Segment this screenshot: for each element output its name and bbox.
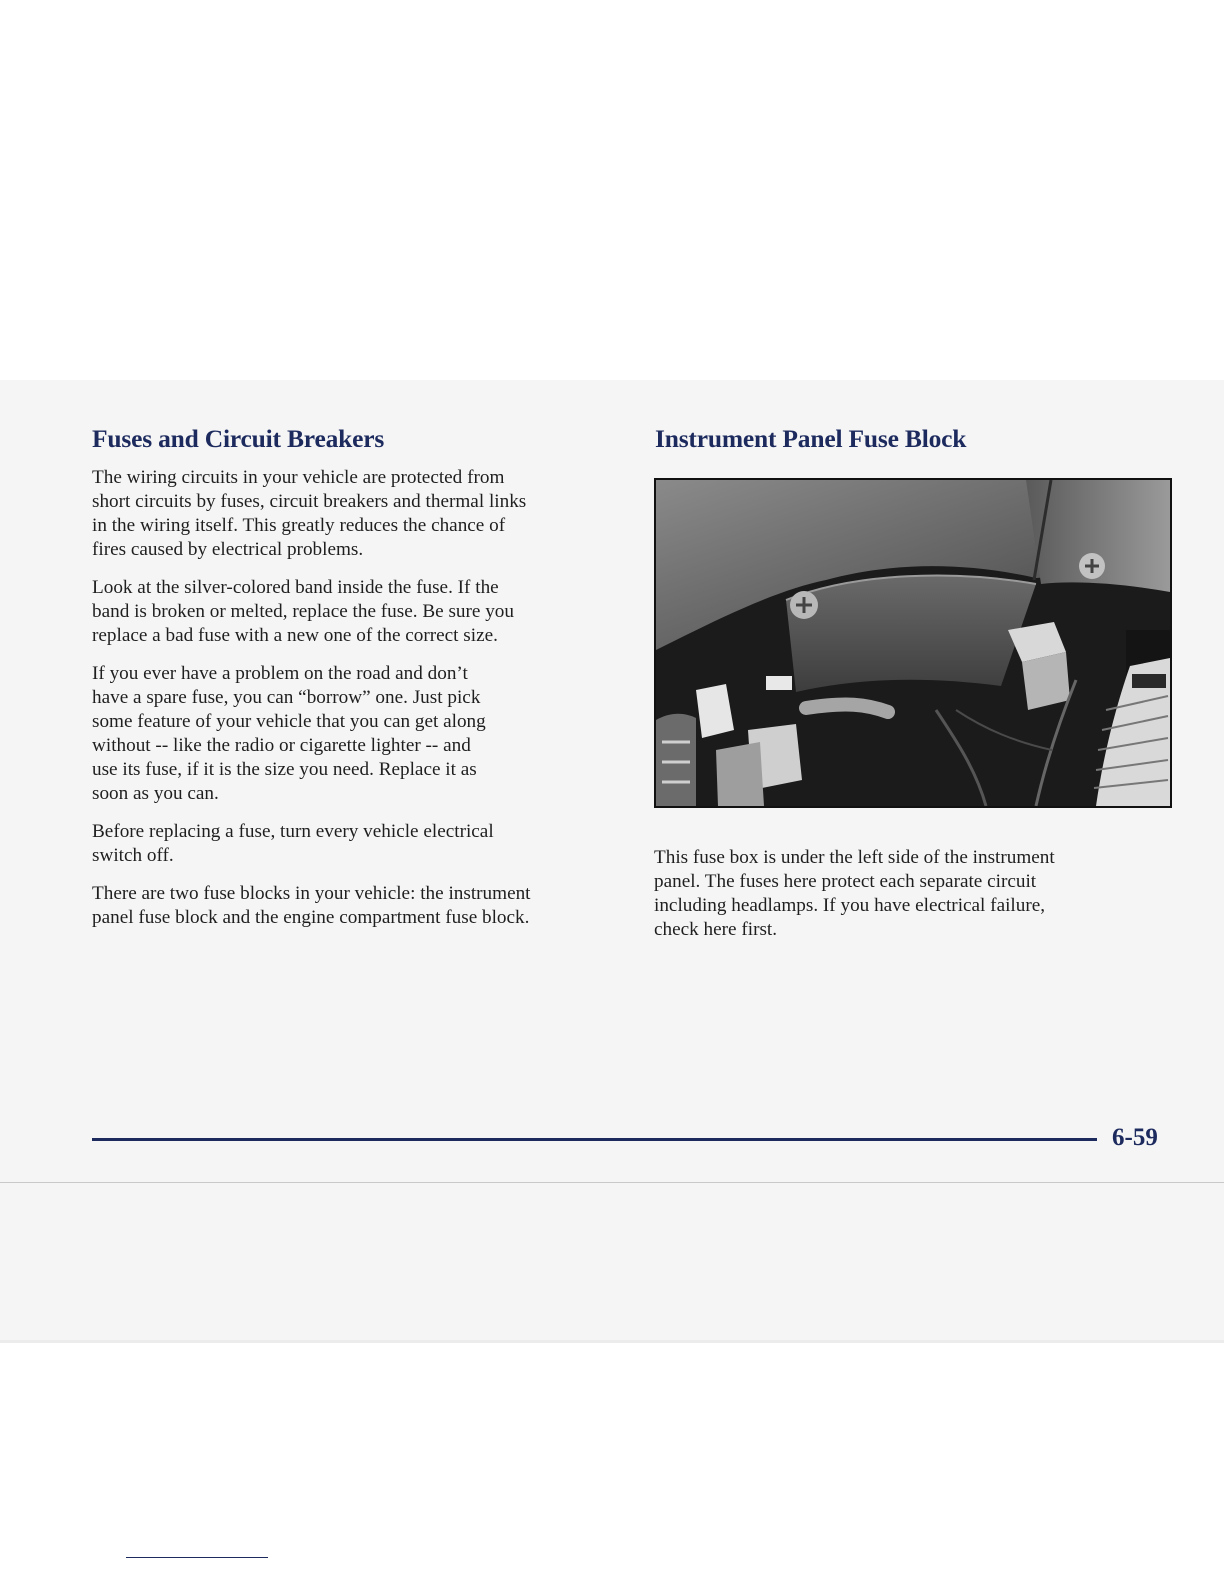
text-line: Look at the silver-colored band inside the fuse. If the xyxy=(92,577,499,598)
page-number: 6-59 xyxy=(1112,1124,1158,1151)
paragraph-silver-band xyxy=(92,576,622,648)
text-line: band is broken or melted, replace the fuse. Be sure you xyxy=(92,601,514,622)
paragraph-fuse-box-location xyxy=(654,846,1174,942)
text-line: replace a bad fuse with a new one of the correct size. xyxy=(92,625,498,646)
text-line: switch off. xyxy=(92,845,174,866)
section-title-fuses: Fuses and Circuit Breakers xyxy=(92,424,385,453)
text-line: soon as you can. xyxy=(92,783,219,804)
paragraph-two-fuse-blocks xyxy=(92,882,622,930)
text-line: check here first. xyxy=(654,919,778,940)
paragraph-borrow-fuse xyxy=(92,662,622,806)
text-line: short circuits by fuses, circuit breakers and thermal links xyxy=(92,491,527,512)
fuse-block-photo xyxy=(654,478,1172,808)
text-line: have a spare fuse, you can “borrow” one. Just pick xyxy=(92,687,481,708)
text-line: without -- like the radio or cigarette lighter -- and xyxy=(92,735,471,756)
section-title-instrument-panel: Instrument Panel Fuse Block xyxy=(655,424,967,453)
paragraph-wiring-circuits xyxy=(92,466,622,562)
left-column xyxy=(92,466,622,944)
scan-edge xyxy=(0,1340,1224,1343)
footer-rule xyxy=(92,1138,1097,1141)
text-line: panel fuse block and the engine compartment fuse block. xyxy=(92,907,530,928)
text-line: If you ever have a problem on the road and don’t xyxy=(92,663,468,684)
text-line: some feature of your vehicle that you can get along xyxy=(92,711,486,732)
text-line: panel. The fuses here protect each separate circuit xyxy=(654,871,1037,892)
right-column-body xyxy=(654,846,1174,942)
bottom-divider xyxy=(0,1182,1224,1183)
text-line: in the wiring itself. This greatly reduces the chance of xyxy=(92,515,506,536)
text-line: The wiring circuits in your vehicle are protected from xyxy=(92,467,505,488)
text-line: There are two fuse blocks in your vehicle: the instrument xyxy=(92,883,531,904)
text-line: This fuse box is under the left side of the instrument xyxy=(654,847,1055,868)
text-line: including headlamps. If you have electrical failure, xyxy=(654,895,1046,916)
stub-rule xyxy=(126,1557,268,1558)
paragraph-switch-off xyxy=(92,820,622,868)
text-line: use its fuse, if it is the size you need. Replace it as xyxy=(92,759,477,780)
text-line: fires caused by electrical problems. xyxy=(92,539,364,560)
text-line: Before replacing a fuse, turn every vehicle electrical xyxy=(92,821,494,842)
